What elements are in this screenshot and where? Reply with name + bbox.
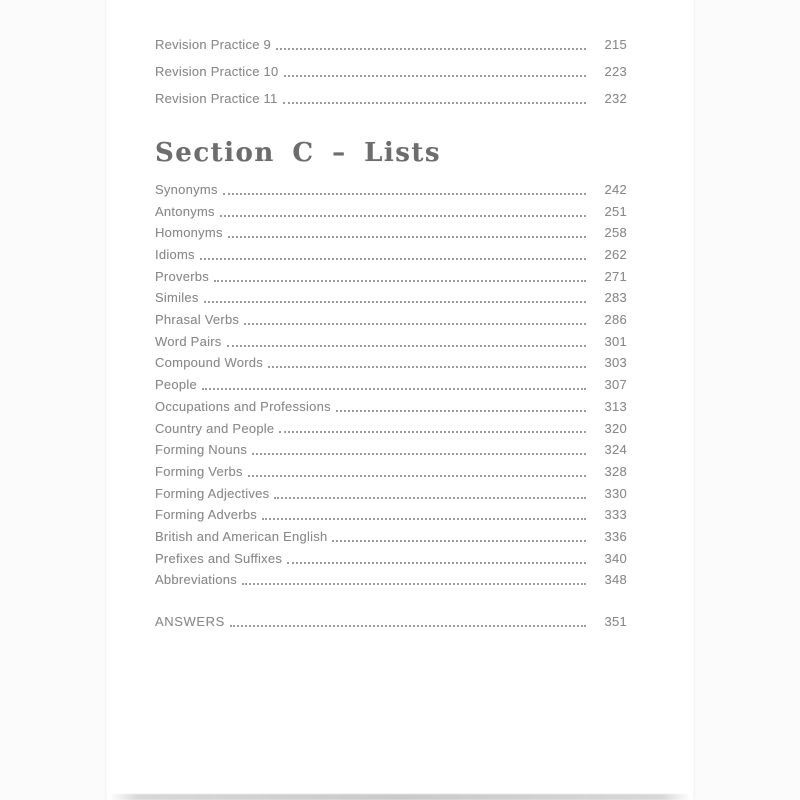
dot-leader: [244, 323, 586, 325]
page-right-edge: [693, 0, 695, 800]
dot-leader: [248, 475, 586, 477]
toc-entry-row: [155, 350, 627, 372]
dot-leader: [279, 431, 586, 433]
dot-leader: [287, 562, 586, 564]
toc-entry-page-number: 258: [604, 225, 627, 241]
toc-entry-page-number: 348: [604, 572, 627, 588]
toc-entry-row: [155, 53, 627, 80]
dot-leader: [283, 102, 586, 104]
toc-entry-label: Revision Practice 10: [155, 64, 279, 80]
toc-entry-row: [155, 220, 627, 242]
toc-entry-label: Synonyms: [155, 181, 218, 197]
toc-entry-page-number: 215: [604, 37, 627, 53]
toc-entry-label: Revision Practice 11: [155, 91, 278, 107]
toc-entry-label: Country and People: [155, 420, 275, 436]
toc-entry-label: Forming Adverbs: [155, 507, 258, 523]
toc-entry-page-number: 271: [604, 268, 627, 284]
toc-entry-label: Antonyms: [155, 203, 215, 219]
toc-entry-row: [155, 458, 627, 480]
dot-leader: [284, 75, 587, 77]
toc-entry-row: [155, 80, 627, 107]
toc-entry-page-number: 223: [604, 64, 627, 80]
toc-entry-row: [155, 371, 627, 393]
section-heading: Section C – Lists: [155, 138, 442, 168]
toc-entry-label: British and American English: [155, 528, 328, 544]
dot-leader: [274, 497, 586, 499]
toc-lists-group: [155, 176, 627, 588]
toc-entry-label: Compound Words: [155, 355, 264, 371]
toc-entry-label: Prefixes and Suffixes: [155, 550, 283, 566]
toc-entry-label: Proverbs: [155, 268, 210, 284]
dot-leader: [336, 410, 586, 412]
toc-entry-label: Revision Practice 9: [155, 37, 272, 53]
toc-entry-page-number: 283: [604, 290, 627, 306]
toc-answers-page-number: 351: [604, 614, 627, 629]
dot-leader: [230, 625, 586, 627]
dot-leader: [220, 215, 586, 217]
dot-leader: [227, 345, 586, 347]
toc-entry-page-number: 330: [604, 485, 627, 501]
toc-entry-page-number: 320: [604, 420, 627, 436]
dot-leader: [200, 258, 586, 260]
toc-entry-row: [155, 502, 627, 524]
dot-leader: [268, 366, 586, 368]
toc-entry-row: [155, 306, 627, 328]
dot-leader: [332, 540, 586, 542]
toc-entry-row: [155, 415, 627, 437]
toc-entry-row: [155, 436, 627, 458]
toc-entry-row: [155, 545, 627, 567]
toc-entry-label: People: [155, 377, 197, 393]
toc-entry-page-number: 303: [604, 355, 627, 371]
table-of-contents: [105, 0, 695, 630]
toc-entry-row: [155, 523, 627, 545]
toc-entry-page-number: 324: [604, 442, 627, 458]
dot-leader: [242, 583, 586, 585]
toc-entry-label: Forming Nouns: [155, 442, 248, 458]
page-bottom-scan-shadow: [109, 794, 691, 800]
toc-answers-group: [155, 608, 627, 630]
toc-entry-label: Similes: [155, 290, 199, 306]
toc-entry-row: [155, 285, 627, 307]
toc-entry-page-number: 262: [604, 247, 627, 262]
book-page: [105, 0, 695, 800]
toc-entry-page-number: 336: [604, 528, 627, 544]
toc-entry-label: Occupations and Professions: [155, 398, 331, 414]
dot-leader: [262, 518, 586, 520]
toc-entry-row: [155, 176, 627, 198]
toc-entry-page-number: 333: [604, 507, 627, 523]
toc-entry-row: [155, 241, 627, 263]
toc-entry-row: [155, 328, 627, 350]
dot-leader: [223, 193, 586, 195]
dot-leader: [214, 280, 586, 282]
toc-entry-page-number: 307: [604, 377, 627, 393]
toc-entry-row: [155, 393, 627, 415]
toc-entry-row: [155, 263, 627, 285]
toc-entry-label: Idioms: [155, 247, 195, 262]
toc-entry-page-number: 286: [604, 312, 627, 328]
toc-entry-row: [155, 198, 627, 220]
dot-leader: [252, 453, 586, 455]
toc-answers-row: [155, 608, 627, 630]
toc-entry-row: [155, 26, 627, 53]
toc-entry-page-number: 328: [604, 463, 627, 479]
toc-entry-page-number: 251: [604, 203, 627, 219]
toc-entry-label: Homonyms: [155, 225, 223, 241]
dot-leader: [204, 301, 586, 303]
toc-entry-page-number: 232: [604, 91, 627, 107]
toc-answers-label: ANSWERS: [155, 614, 225, 629]
toc-entry-page-number: 313: [604, 398, 627, 414]
toc-entry-page-number: 301: [604, 333, 627, 349]
toc-entry-label: Phrasal Verbs: [155, 312, 240, 328]
toc-entry-page-number: 242: [604, 181, 627, 197]
toc-entry-row: [155, 567, 627, 589]
page-left-edge: [105, 0, 107, 800]
toc-revision-practice-group: [155, 26, 627, 107]
toc-entry-label: Abbreviations: [155, 572, 238, 588]
dot-leader: [276, 48, 586, 50]
toc-entry-page-number: 340: [604, 550, 627, 566]
toc-entry-row: [155, 480, 627, 502]
dot-leader: [202, 388, 586, 390]
dot-leader: [228, 236, 586, 238]
toc-entry-label: Forming Adjectives: [155, 485, 270, 501]
toc-entry-label: Word Pairs: [155, 333, 222, 349]
toc-entry-label: Forming Verbs: [155, 463, 243, 479]
